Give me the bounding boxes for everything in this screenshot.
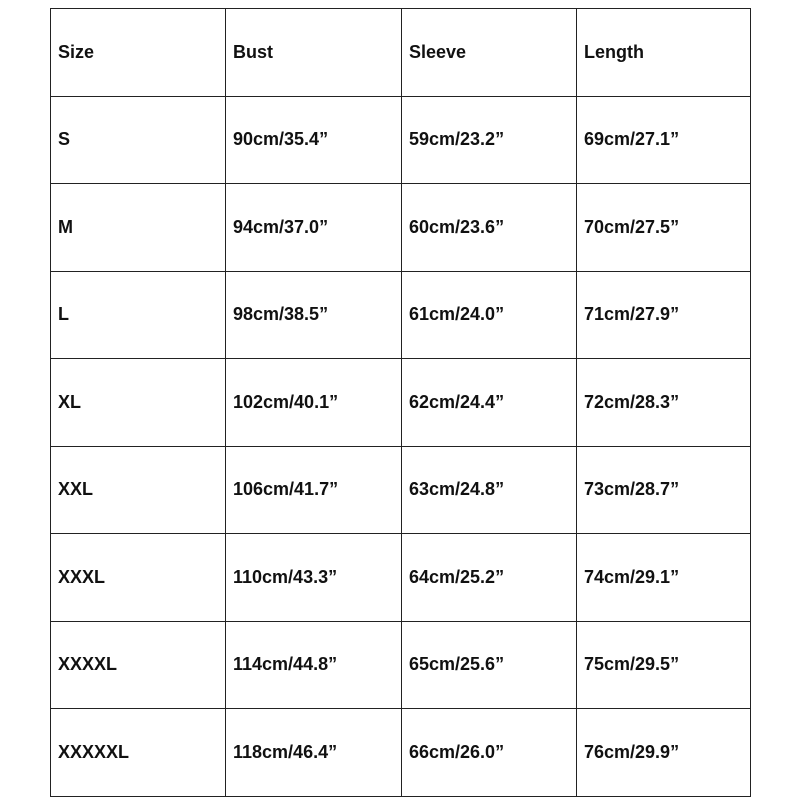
table-row [51,534,751,622]
table-row [51,709,751,797]
cell-size: XXXXL [51,621,226,709]
cell-length: 74cm/29.1” [577,534,751,622]
cell-sleeve: 64cm/25.2” [402,534,577,622]
cell-length: 73cm/28.7” [577,446,751,534]
table-row [51,446,751,534]
cell-length: 76cm/29.9” [577,709,751,797]
cell-size: XL [51,359,226,447]
cell-bust: 102cm/40.1” [226,359,402,447]
header-sleeve: Sleeve [402,9,577,97]
cell-size: S [51,96,226,184]
cell-sleeve: 65cm/25.6” [402,621,577,709]
cell-sleeve: 62cm/24.4” [402,359,577,447]
cell-bust: 110cm/43.3” [226,534,402,622]
cell-size: M [51,184,226,272]
cell-sleeve: 63cm/24.8” [402,446,577,534]
cell-length: 70cm/27.5” [577,184,751,272]
cell-bust: 106cm/41.7” [226,446,402,534]
cell-bust: 114cm/44.8” [226,621,402,709]
cell-length: 69cm/27.1” [577,96,751,184]
cell-bust: 98cm/38.5” [226,271,402,359]
cell-sleeve: 66cm/26.0” [402,709,577,797]
cell-sleeve: 60cm/23.6” [402,184,577,272]
header-size: Size [51,9,226,97]
cell-length: 72cm/28.3” [577,359,751,447]
cell-size: XXXL [51,534,226,622]
table-row [51,621,751,709]
table-row [51,271,751,359]
header-length: Length [577,9,751,97]
cell-bust: 90cm/35.4” [226,96,402,184]
cell-size: XXL [51,446,226,534]
table-row [51,359,751,447]
table-row [51,184,751,272]
cell-length: 75cm/29.5” [577,621,751,709]
cell-size: XXXXXL [51,709,226,797]
header-bust: Bust [226,9,402,97]
cell-sleeve: 61cm/24.0” [402,271,577,359]
cell-bust: 94cm/37.0” [226,184,402,272]
table-header-row [51,9,751,97]
cell-length: 71cm/27.9” [577,271,751,359]
cell-bust: 118cm/46.4” [226,709,402,797]
table-row [51,96,751,184]
cell-size: L [51,271,226,359]
size-chart-table [50,8,751,797]
cell-sleeve: 59cm/23.2” [402,96,577,184]
